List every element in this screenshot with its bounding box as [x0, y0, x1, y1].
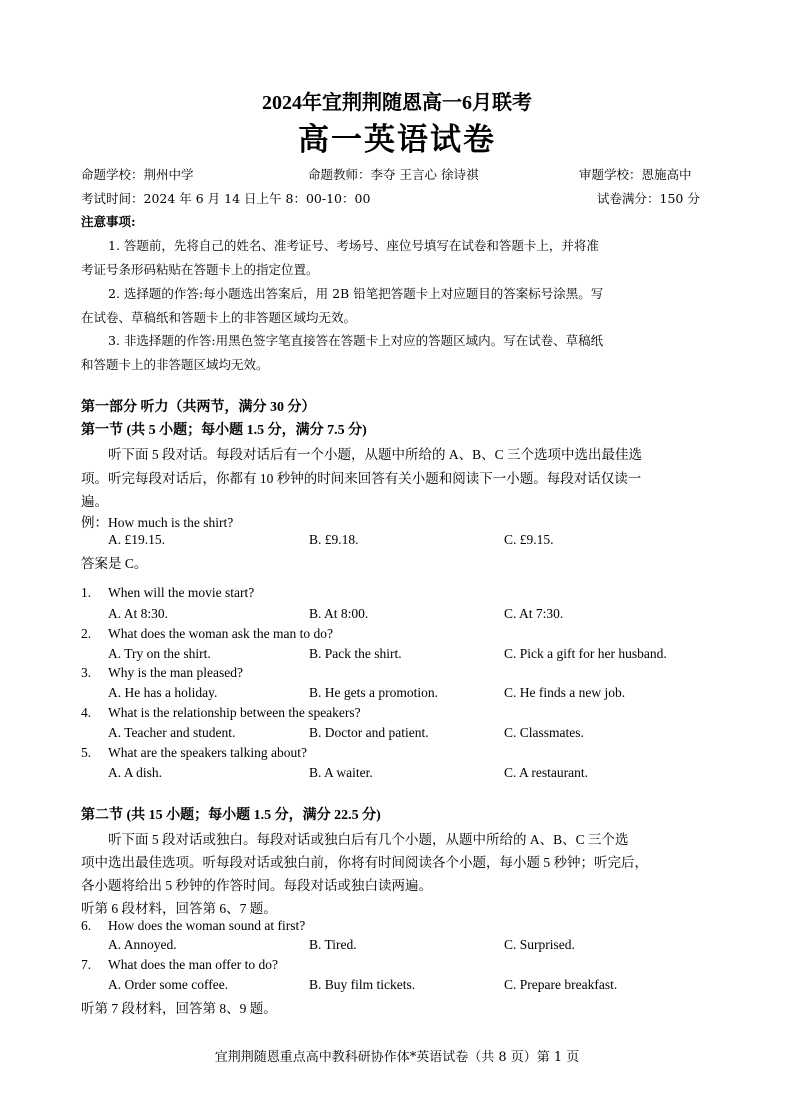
- option-a: A. He has a holiday.: [108, 685, 218, 700]
- example-answer: 答案是 C。: [81, 556, 148, 571]
- option-b: B. Tired.: [309, 937, 357, 952]
- question-number: 4.: [81, 705, 92, 720]
- question-text: What is the relationship between the speakers?: [108, 705, 361, 720]
- section2-instructions-line-1: 听下面 5 段对话或独白。每段对话或独白后有几个小题，从题中所给的 A、B、C 三个选: [108, 832, 629, 847]
- example-option-c: C. £9.15.: [504, 532, 554, 547]
- option-c: C. A restaurant.: [504, 765, 588, 780]
- question-number: 5.: [81, 745, 92, 760]
- option-c: C. Pick a gift for her husband.: [504, 646, 667, 661]
- example-option-a: A. £19.15.: [108, 532, 165, 547]
- option-c: C. Surprised.: [504, 937, 575, 952]
- example-question: 例：How much is the shirt?: [81, 515, 234, 530]
- option-b: B. He gets a promotion.: [309, 685, 438, 700]
- question-text: What does the woman ask the man to do?: [108, 626, 333, 641]
- notice-item-1-line-2: 考证号条形码粘贴在答题卡上的指定位置。: [81, 262, 319, 277]
- full-score: 试卷满分：150 分: [597, 191, 700, 206]
- exam-time: 考试时间：2024 年 6 月 14 日上午 8：00-10：00: [81, 191, 371, 206]
- option-a: A. Annoyed.: [108, 937, 177, 952]
- option-b: B. Pack the shirt.: [309, 646, 402, 661]
- section2-instructions-line-2: 项中选出最佳选项。听每段对话或独白前，你将有时间阅读各个小题，每小题 5 秒钟；听完后，: [81, 855, 648, 870]
- notice-item-2-line-1: 2. 选择题的作答:每小题选出答案后，用 2B 铅笔把答题卡上对应题目的答案标号涂黑。写: [108, 286, 604, 301]
- option-b: B. At 8:00.: [309, 606, 369, 621]
- option-c: C. Classmates.: [504, 725, 584, 740]
- option-a: A. A dish.: [108, 765, 163, 780]
- question-text: When will the movie start?: [108, 585, 255, 600]
- page-footer: 宜荆荆随恩重点高中教科研协作体*英语试卷（共 8 页）第 1 页: [214, 1050, 580, 1065]
- section1-instructions-line-2: 项。听完每段对话后，你都有 10 秒钟的时间来回答有关小题和阅读下一小题。每段对话仅读一: [81, 471, 642, 486]
- section2-heading: 第二节 (共 15 小题；每小题 1.5 分，满分 22.5 分): [81, 808, 381, 823]
- option-a: A. Try on the shirt.: [108, 646, 211, 661]
- question-number: 6.: [81, 918, 92, 933]
- question-number: 2.: [81, 626, 92, 641]
- option-a: A. At 8:30.: [108, 606, 169, 621]
- material-6-instruction: 听第 6 段材料，回答第 6、7 题。: [81, 901, 277, 916]
- exam-title: 2024年宜荆荆随恩高一6月联考: [262, 92, 532, 114]
- option-c: C. Prepare breakfast.: [504, 977, 618, 992]
- section2-instructions-line-3: 各小题将给出 5 秒钟的作答时间。每段对话或独白读两遍。: [81, 878, 432, 893]
- notice-heading: 注意事项:: [81, 214, 136, 229]
- question-text: What does the man offer to do?: [108, 957, 278, 972]
- example-option-b: B. £9.18.: [309, 532, 359, 547]
- notice-item-1-line-1: 1. 答题前，先将自己的姓名、准考证号、考场号、座位号填写在试卷和答题卡上，并将准: [108, 238, 599, 253]
- question-number: 3.: [81, 665, 92, 680]
- question-number: 1.: [81, 585, 92, 600]
- section1-heading: 第一节 (共 5 小题；每小题 1.5 分，满分 7.5 分): [81, 423, 367, 438]
- option-b: B. Doctor and patient.: [309, 725, 429, 740]
- notice-item-2-line-2: 在试卷、草稿纸和答题卡上的非答题区域均无效。: [81, 310, 357, 325]
- question-text: What are the speakers talking about?: [108, 745, 308, 760]
- option-c: C. He finds a new job.: [504, 685, 626, 700]
- notice-item-3-line-2: 和答题卡上的非答题区域均无效。: [81, 357, 269, 372]
- setter-school: 命题学校：荆州中学: [81, 167, 194, 182]
- option-a: A. Order some coffee.: [108, 977, 229, 992]
- question-number: 7.: [81, 957, 92, 972]
- section1-instructions-line-3: 遍。: [81, 494, 108, 509]
- paper-title: 高一英语试卷: [298, 122, 496, 157]
- setter-teachers: 命题教师：李夺 王言心 徐诗祺: [308, 167, 479, 182]
- part1-heading: 第一部分 听力（共两节，满分 30 分）: [81, 400, 316, 415]
- material-7-instruction: 听第 7 段材料，回答第 8、9 题。: [81, 1001, 277, 1016]
- option-a: A. Teacher and student.: [108, 725, 236, 740]
- option-b: B. Buy film tickets.: [309, 977, 416, 992]
- question-text: Why is the man pleased?: [108, 665, 243, 680]
- option-b: B. A waiter.: [309, 765, 373, 780]
- notice-item-3-line-1: 3. 非选择题的作答:用黑色签字笔直接答在答题卡上对应的答题区域内。写在试卷、草稿纸: [108, 333, 604, 348]
- option-c: C. At 7:30.: [504, 606, 564, 621]
- review-school: 审题学校：恩施高中: [579, 167, 692, 182]
- section1-instructions-line-1: 听下面 5 段对话。每段对话后有一个小题，从题中所给的 A、B、C 三个选项中选出最佳选: [108, 447, 643, 462]
- question-text: How does the woman sound at first?: [108, 918, 306, 933]
